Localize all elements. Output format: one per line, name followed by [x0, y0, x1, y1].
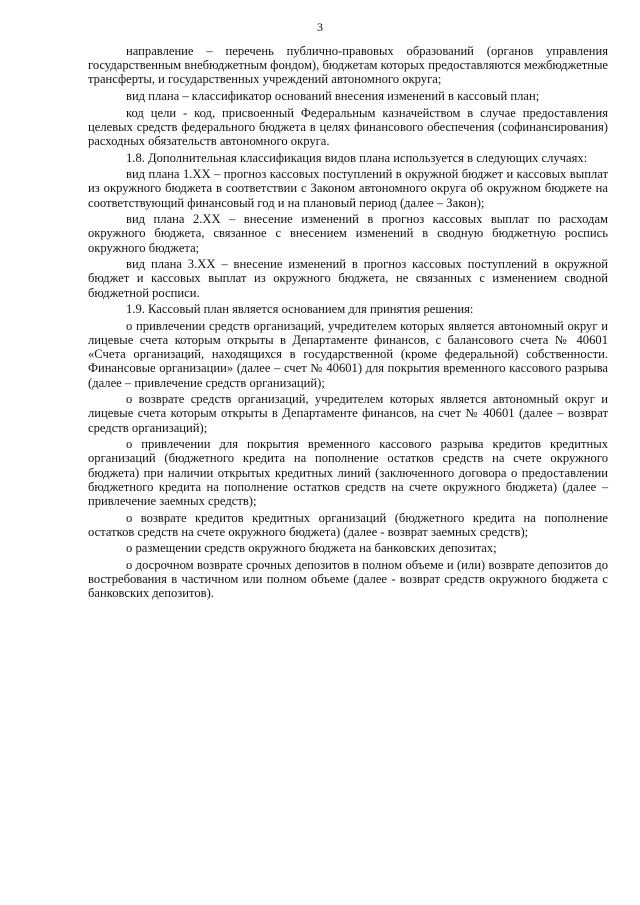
paragraph: вид плана 1.XX – прогноз кассовых поступлений в окружной бюджет и кассовых выплат из окружного бюджета в соответствии с Законом автономного округа об окружном бюджете на соответствующий финансовый год и на плановый период (далее – Закон); — [88, 167, 608, 210]
paragraph: о размещении средств окружного бюджета на банковских депозитах; — [126, 541, 497, 556]
paragraph: 1.8. Дополнительная классификация видов плана используется в следующих случаях: — [126, 150, 588, 165]
paragraph: о привлечении средств организаций, учредителем которых является автономный округ и лицевые счета которым открыты в Департаменте финансов, с балансового счета № 40601 «Счета организаций, находящихся в государственной (кроме федеральной) собственности. Финансовые организации» (далее – счет № 40601) для покрытия временного кассового разрыва (далее – привлечение средств организаций); — [88, 318, 608, 390]
paragraph: 1.9. Кассовый план является основанием для принятия решения: — [126, 302, 474, 317]
document-body — [88, 44, 608, 603]
paragraph: вид плана 3.XX – внесение изменений в прогноз кассовых поступлений в окружной бюджет и кассовых выплат из окружного бюджета, не связанных с изменением сводной бюджетной росписи. — [88, 257, 608, 300]
paragraph: вид плана – классификатор оснований внесения изменений в кассовый план; — [126, 89, 540, 103]
paragraph: направление – перечень публично-правовых образований (органов управления государственным внебюджетным фондом), бюджетам которых предоставляются межбюджетные трансферты, и государственных учреждений автономного округа; — [88, 44, 608, 87]
paragraph: о возврате кредитов кредитных организаций (бюджетного кредита на пополнение остатков средств на счете окружного бюджета) (далее - возврат заемных средств); — [88, 510, 608, 539]
paragraph: вид плана 2.XX – внесение изменений в прогноз кассовых выплат по расходам окружного бюджета, связанное с внесением изменений в сводную бюджетную роспись окружного бюджета; — [88, 212, 608, 255]
paragraph: о возврате средств организаций, учредителем которых является автономный округ и лицевые счета которым открыты в Департаменте финансов, на счет № 40601 (далее – возврат средств организаций); — [88, 392, 608, 435]
paragraph: о привлечении для покрытия временного кассового разрыва кредитов кредитных организаций (бюджетного кредита на пополнение остатков средств на счете окружного бюджета) при наличии открытых кредитных линий (заключенного договора о предоставлении бюджетного кредита на пополнение остатков средств на счете окружного бюджета) (далее – привлечение заемных средств); — [88, 437, 608, 508]
paragraph: о досрочном возврате срочных депозитов в полном объеме и (или) возврате депозитов до востребования в частичном или полном объеме (далее - возврат средств окружного бюджета с банковских депозитов). — [88, 557, 608, 601]
paragraph: код цели - код, присвоенный Федеральным казначейством в случае предоставления целевых средств федерального бюджета в целях финансового обеспечения (софинансирования) расходных обязательств автономного округа. — [88, 105, 608, 148]
page-number: 3 — [317, 20, 323, 34]
